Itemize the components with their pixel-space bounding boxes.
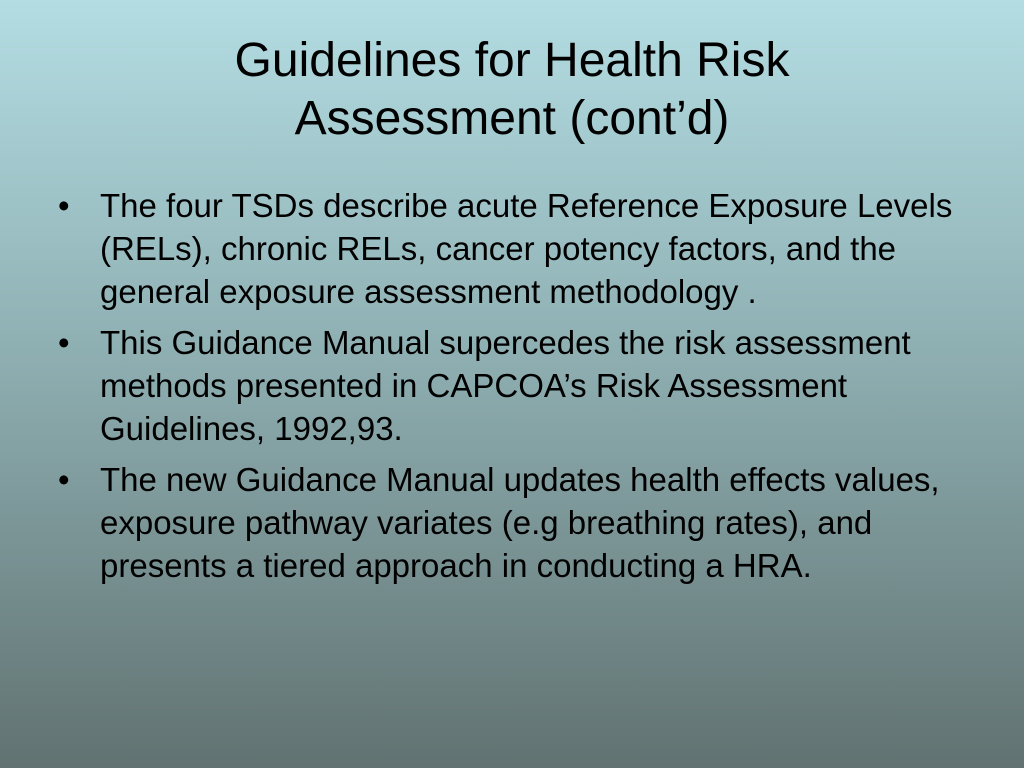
bullet-item-tsds <box>58 184 978 313</box>
slide-title <box>80 32 944 148</box>
bullet-item-supercedes <box>58 321 978 450</box>
bullet-text: The four TSDs describe acute Reference Exposure Levels (RELs), chronic RELs, cancer potency factors, and the general exposure assessment methodology . <box>100 187 953 310</box>
bullet-text: This Guidance Manual supercedes the risk assessment methods presented in CAPCOA’s Risk Assessment Guidelines, 1992,93. <box>100 324 911 447</box>
bullet-item-updates <box>58 458 978 587</box>
bullet-text: The new Guidance Manual updates health effects values, exposure pathway variates (e.g breathing rates), and presents a tiered approach in conducting a HRA. <box>100 461 940 584</box>
slide-title-line-2: Assessment (cont’d) <box>294 92 730 145</box>
slide-title-line-1: Guidelines for Health Risk <box>234 34 790 87</box>
bullet-marker-icon: • <box>58 324 70 361</box>
bullet-marker-icon: • <box>58 461 70 498</box>
bullet-list <box>58 184 978 595</box>
bullet-marker-icon: • <box>58 187 70 224</box>
